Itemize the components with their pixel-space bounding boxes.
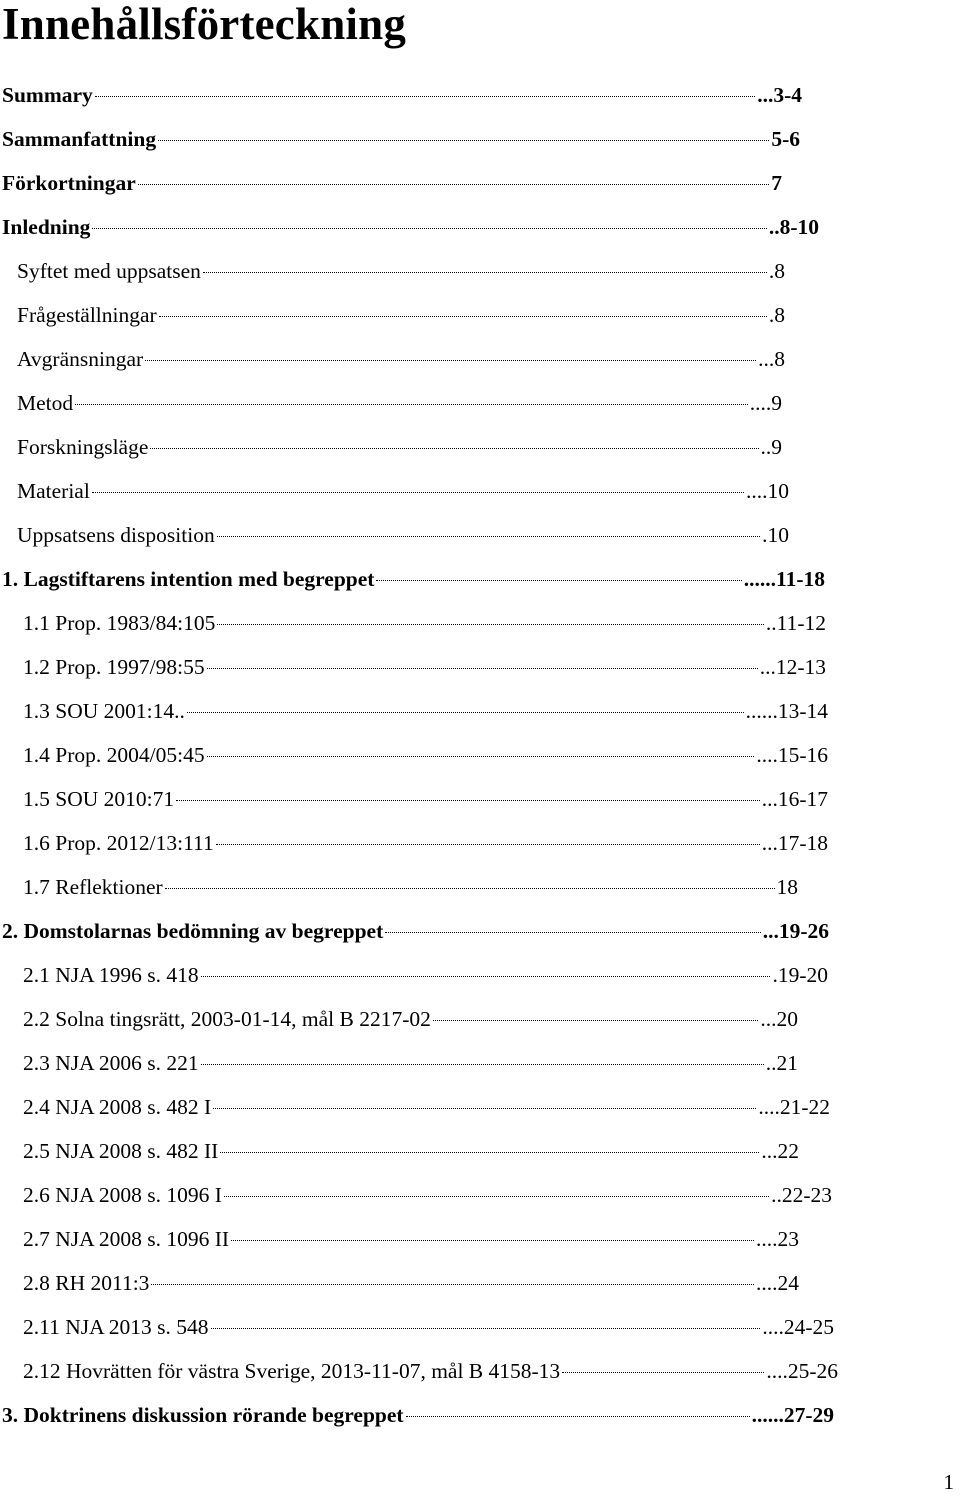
toc-entry-1-3[interactable] — [23, 696, 828, 726]
toc-entry-avgransningar[interactable] — [17, 344, 785, 374]
toc-entry-page: ....24-25 — [762, 1315, 834, 1339]
toc-entry-label: 1.5 SOU 2010:71 — [23, 787, 175, 811]
toc-entry-inledning[interactable] — [2, 212, 819, 242]
dot-leader — [95, 96, 755, 97]
toc-entry-page: ...8 — [758, 347, 785, 371]
toc-entry-forkortningar[interactable] — [2, 168, 782, 198]
document-title: Innehållsförteckning — [2, 0, 407, 49]
toc-entry-page: ..8-10 — [768, 215, 819, 239]
toc-entry-page: ....23 — [756, 1227, 799, 1251]
toc-entry-sammanfattning[interactable] — [2, 124, 800, 154]
toc-entry-label: 1.4 Prop. 2004/05:45 — [23, 743, 205, 767]
toc-entry-1-5[interactable] — [23, 784, 828, 814]
toc-entry-label: Forskningsläge — [17, 435, 149, 459]
toc-entry-page: ....15-16 — [756, 743, 828, 767]
dot-leader — [150, 448, 758, 449]
toc-entry-fragestallningar[interactable] — [17, 300, 785, 330]
dot-leader — [151, 1284, 754, 1285]
dot-leader — [165, 888, 775, 889]
toc-entry-page: ...12-13 — [759, 655, 826, 679]
toc-entry-2-5[interactable] — [23, 1136, 799, 1166]
toc-entry-syftet[interactable] — [17, 256, 785, 286]
toc-entry-label: Inledning — [2, 215, 91, 239]
toc-entry-label: 1. Lagstiftarens intention med begreppet — [2, 567, 375, 591]
dot-leader — [187, 712, 744, 713]
toc-entry-label: Metod — [17, 391, 74, 415]
toc-entry-chapter-1[interactable] — [2, 564, 825, 594]
toc-entry-2-11[interactable] — [23, 1312, 834, 1342]
dot-leader — [207, 668, 758, 669]
dot-leader — [201, 1064, 764, 1065]
toc-entry-metod[interactable] — [17, 388, 782, 418]
toc-entry-page: 5-6 — [771, 127, 800, 151]
dot-leader — [231, 1240, 754, 1241]
toc-entry-page: ...16-17 — [761, 787, 828, 811]
toc-entry-label: 3. Doktrinens diskussion rörande begreppet — [2, 1403, 404, 1427]
dot-leader — [217, 536, 760, 537]
toc-entry-label: 2.4 NJA 2008 s. 482 I — [23, 1095, 212, 1119]
toc-entry-label: 2.6 NJA 2008 s. 1096 I — [23, 1183, 222, 1207]
toc-entry-page: ..11-12 — [765, 611, 826, 635]
toc-entry-2-3[interactable] — [23, 1048, 798, 1078]
toc-entry-material[interactable] — [17, 476, 789, 506]
dot-leader — [158, 140, 769, 141]
toc-entry-label: 2. Domstolarnas bedömning av begreppet — [2, 919, 384, 943]
dot-leader — [75, 404, 748, 405]
toc-entry-label: 1.2 Prop. 1997/98:55 — [23, 655, 205, 679]
toc-entry-label: Material — [17, 479, 90, 503]
dot-leader — [201, 976, 771, 977]
toc-entry-page: ....25-26 — [766, 1359, 838, 1383]
toc-entry-page: ......27-29 — [751, 1403, 834, 1427]
toc-entry-label: 2.12 Hovrätten för västra Sverige, 2013-11-07, mål B 4158-13 — [23, 1359, 561, 1383]
toc-entry-1-7[interactable] — [23, 872, 798, 902]
toc-entry-label: Förkortningar — [2, 171, 136, 195]
dot-leader — [217, 624, 764, 625]
toc-entry-page: .8 — [768, 303, 785, 327]
toc-entry-page: ...19-26 — [762, 919, 829, 943]
toc-entry-label: 1.7 Reflektioner — [23, 875, 163, 899]
toc-entry-2-6[interactable] — [23, 1180, 832, 1210]
toc-entry-chapter-3[interactable] — [2, 1400, 834, 1430]
toc-entry-label: Sammanfattning — [2, 127, 157, 151]
toc-entry-page: .19-20 — [772, 963, 828, 987]
toc-entry-label: 2.7 NJA 2008 s. 1096 II — [23, 1227, 230, 1251]
dot-leader — [385, 932, 760, 933]
toc-entry-2-7[interactable] — [23, 1224, 799, 1254]
toc-entry-label: Frågeställningar — [17, 303, 157, 327]
dot-leader — [159, 316, 767, 317]
dot-leader — [562, 1372, 764, 1373]
dot-leader — [207, 756, 755, 757]
dot-leader — [138, 184, 769, 185]
toc-entry-label: 2.3 NJA 2006 s. 221 — [23, 1051, 199, 1075]
toc-entry-label: Avgränsningar — [17, 347, 144, 371]
toc-entry-label: Syftet med uppsatsen — [17, 259, 201, 283]
toc-entry-page: .10 — [762, 523, 789, 547]
toc-entry-2-8[interactable] — [23, 1268, 799, 1298]
toc-entry-label: 1.3 SOU 2001:14.. — [23, 699, 185, 723]
page-number: 1 — [943, 1470, 954, 1494]
toc-entry-chapter-2[interactable] — [2, 916, 829, 946]
toc-entry-page: ....9 — [749, 391, 782, 415]
toc-entry-label: 1.6 Prop. 2012/13:111 — [23, 831, 214, 855]
toc-entry-page: ...20 — [760, 1007, 798, 1031]
dot-leader — [216, 844, 760, 845]
toc-entry-2-2[interactable] — [23, 1004, 798, 1034]
toc-entry-page: ....10 — [746, 479, 789, 503]
toc-entry-disposition[interactable] — [17, 520, 789, 550]
dot-leader — [376, 580, 741, 581]
toc-entry-page: ...22 — [761, 1139, 799, 1163]
dot-leader — [145, 360, 756, 361]
dot-leader — [406, 1416, 750, 1417]
dot-leader — [92, 228, 766, 229]
toc-entry-page: ......13-14 — [745, 699, 828, 723]
dot-leader — [92, 492, 744, 493]
toc-entry-page: 18 — [776, 875, 798, 899]
toc-entry-page: ......11-18 — [743, 567, 825, 591]
toc-entry-page: ....24 — [756, 1271, 799, 1295]
toc-entry-page: ....21-22 — [758, 1095, 830, 1119]
toc-entry-1-2[interactable] — [23, 652, 826, 682]
toc-entry-1-1[interactable] — [23, 608, 826, 638]
toc-entry-2-1[interactable] — [23, 960, 828, 990]
dot-leader — [213, 1108, 756, 1109]
toc-entry-page: ..9 — [760, 435, 782, 459]
toc-entry-label: 2.11 NJA 2013 s. 548 — [23, 1315, 209, 1339]
toc-entry-page: 7 — [771, 171, 782, 195]
toc-entry-label: Summary — [2, 83, 93, 107]
toc-entry-page: .8 — [768, 259, 785, 283]
toc-entry-label: 2.1 NJA 1996 s. 418 — [23, 963, 199, 987]
toc-entry-label: 2.8 RH 2011:3 — [23, 1271, 150, 1295]
toc-entry-page: ..22-23 — [771, 1183, 832, 1207]
toc-entry-label: 2.2 Solna tingsrätt, 2003-01-14, mål B 2217-02 — [23, 1007, 431, 1031]
toc-entry-label: 1.1 Prop. 1983/84:105 — [23, 611, 216, 635]
toc-entry-2-12[interactable] — [23, 1356, 838, 1386]
toc-entry-page: ...17-18 — [761, 831, 828, 855]
toc-entry-forskningslage[interactable] — [17, 432, 782, 462]
toc-entry-label: Uppsatsens disposition — [17, 523, 215, 547]
dot-leader — [203, 272, 767, 273]
dot-leader — [176, 800, 760, 801]
toc-entry-page: ...3-4 — [757, 83, 802, 107]
toc-entry-summary[interactable] — [2, 80, 802, 110]
dot-leader — [224, 1196, 769, 1197]
dot-leader — [211, 1328, 761, 1329]
toc-entry-label: 2.5 NJA 2008 s. 482 II — [23, 1139, 219, 1163]
dot-leader — [220, 1152, 759, 1153]
toc-entry-page: ..21 — [765, 1051, 798, 1075]
toc-entry-1-6[interactable] — [23, 828, 828, 858]
toc-entry-1-4[interactable] — [23, 740, 828, 770]
dot-leader — [433, 1020, 759, 1021]
toc-entry-2-4[interactable] — [23, 1092, 830, 1122]
